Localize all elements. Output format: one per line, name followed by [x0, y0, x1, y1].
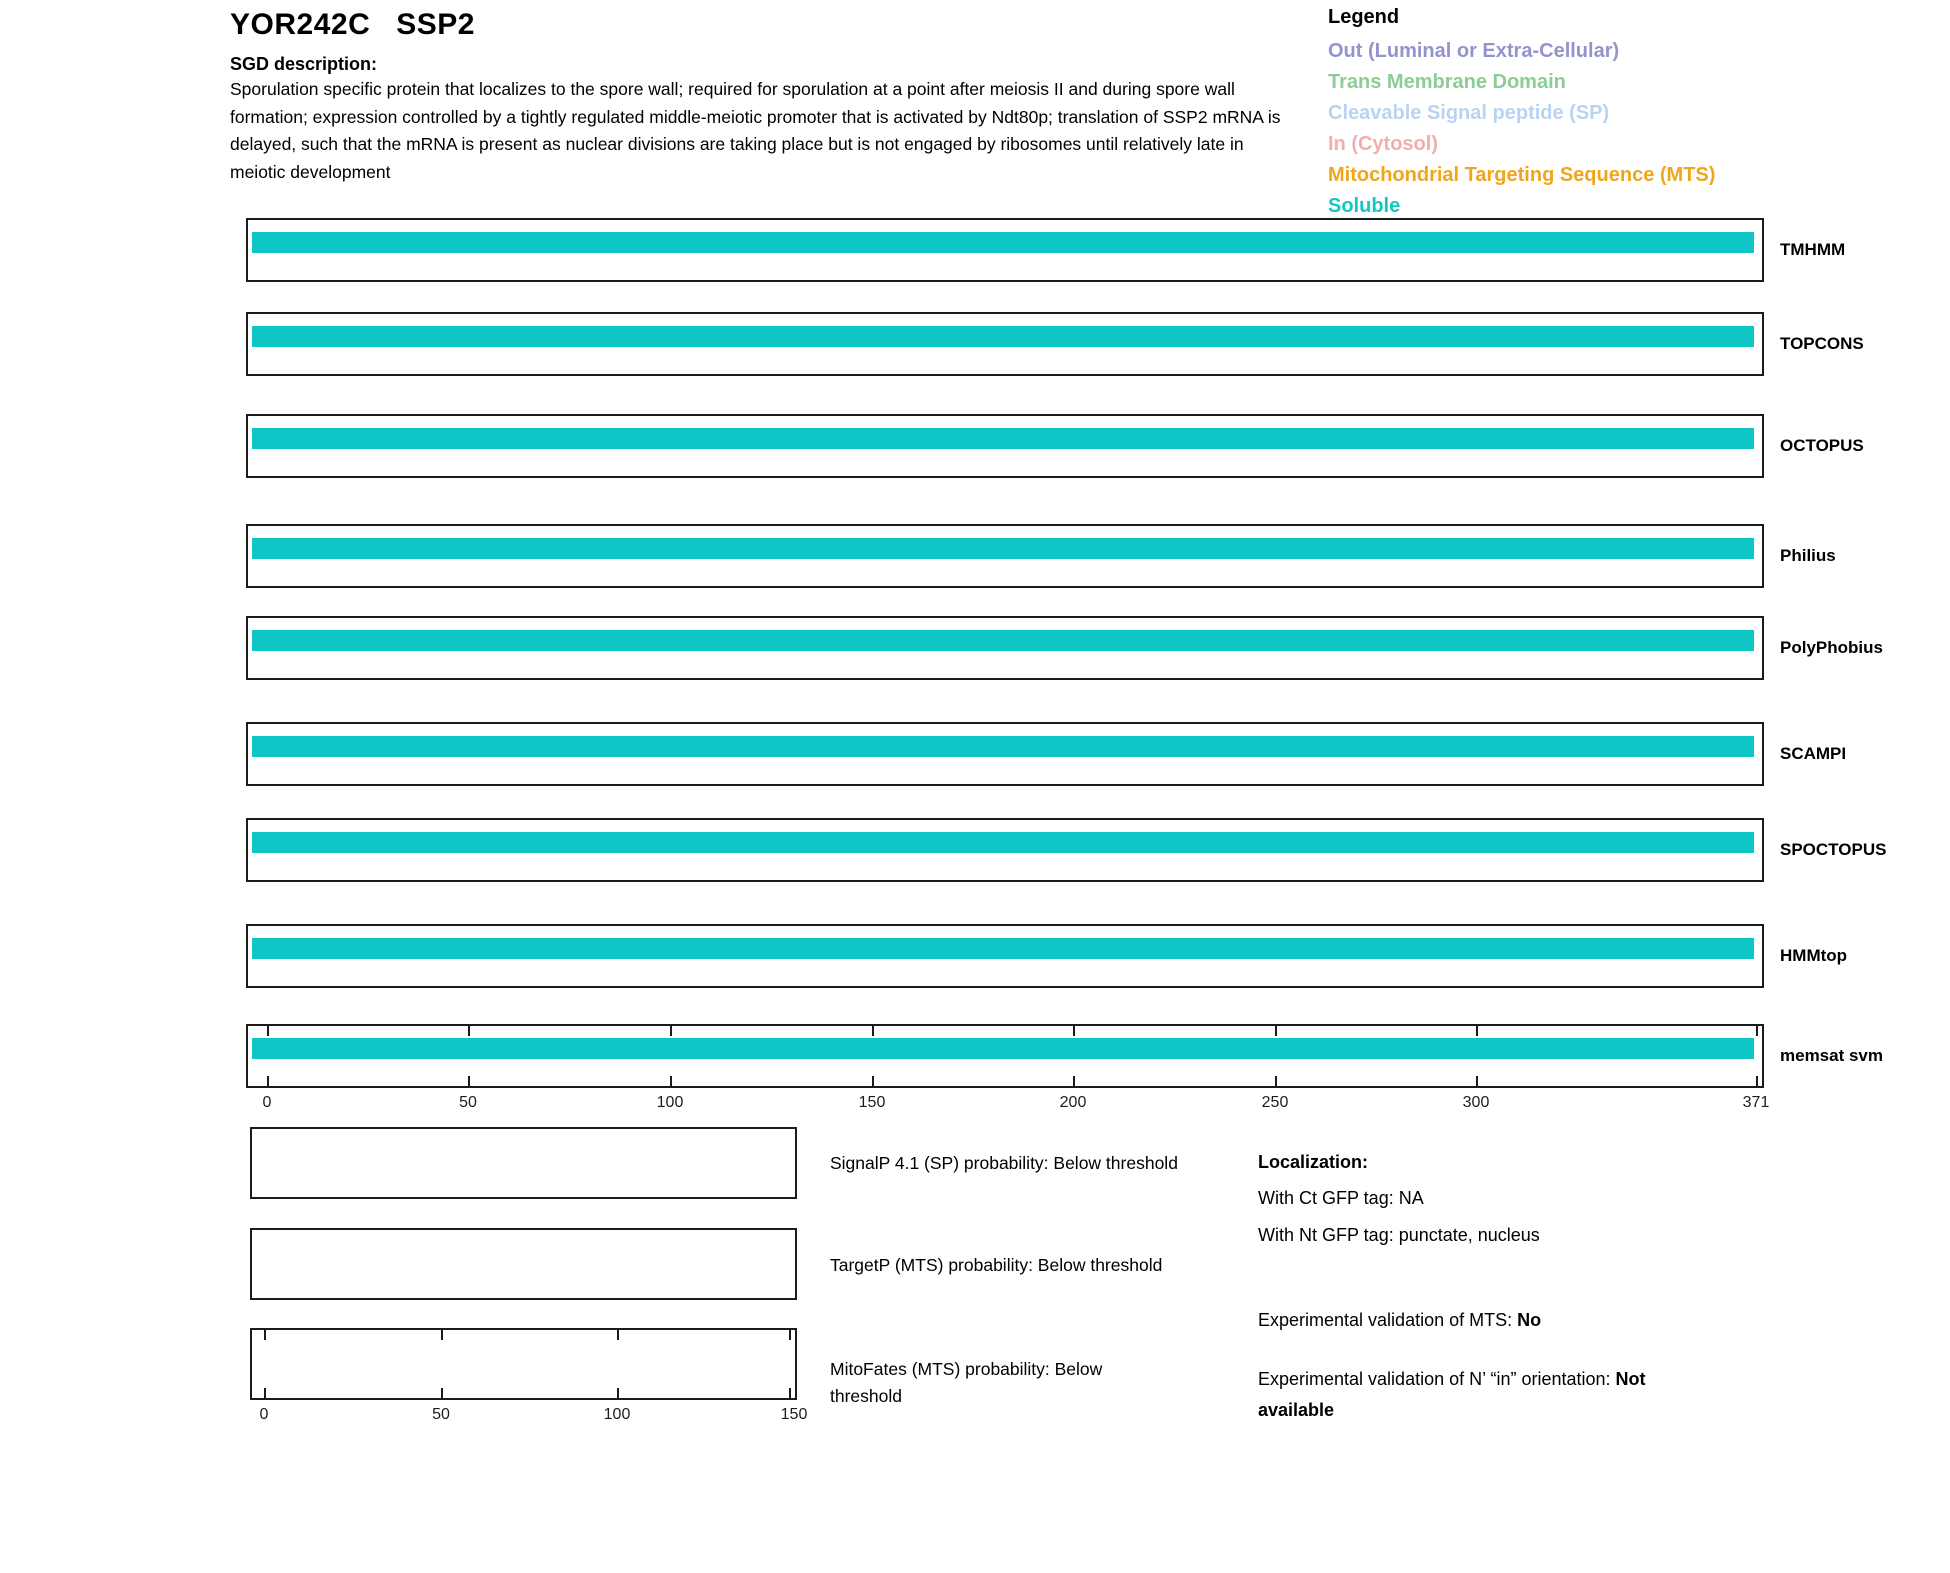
legend-item-soluble: Soluble [1328, 195, 1401, 217]
orientation-validation-text: Experimental validation of N’ “in” orientation: [1258, 1369, 1616, 1389]
track-label: PolyPhobius [1780, 638, 1883, 657]
track-label: Philius [1780, 546, 1836, 565]
track-label: memsat svm [1780, 1046, 1884, 1065]
sgd-description-label: SGD description: [230, 54, 378, 74]
soluble-bar [252, 1038, 1754, 1059]
axis-tick [1756, 1026, 1758, 1036]
track-label: SPOCTOPUS [1780, 840, 1887, 859]
axis-tick [617, 1388, 619, 1398]
axis-tick-label: 300 [1462, 1094, 1490, 1111]
track-label: TOPCONS [1780, 334, 1864, 353]
axis-tick [670, 1026, 672, 1036]
legend-title: Legend [1328, 6, 1400, 28]
axis-tick [789, 1330, 791, 1340]
axis-tick [1476, 1076, 1478, 1086]
soluble-bar [252, 832, 1754, 853]
soluble-bar [252, 538, 1754, 559]
track-label: OCTOPUS [1780, 436, 1864, 455]
mitofates-plot-box [250, 1328, 797, 1400]
track-label: SCAMPI [1780, 744, 1847, 763]
page-title [230, 8, 475, 42]
legend-item-out: Out (Luminal or Extra-Cellular) [1328, 40, 1620, 62]
axis-tick [267, 1026, 269, 1036]
signalp-plot-box [250, 1127, 797, 1199]
axis-tick [1476, 1026, 1478, 1036]
track-label: HMMtop [1780, 946, 1848, 965]
mts-validation-value: No [1517, 1310, 1542, 1330]
axis-tick-label: 100 [656, 1094, 684, 1111]
track-box-with-axis [246, 1024, 1764, 1088]
axis-tick [1275, 1076, 1277, 1086]
axis-tick-label: 50 [432, 1406, 450, 1423]
axis-tick [1073, 1076, 1075, 1086]
track-box [246, 616, 1764, 680]
axis-tick [617, 1330, 619, 1340]
axis-tick [872, 1076, 874, 1086]
track-box [246, 924, 1764, 988]
targetp-plot-label: TargetP (MTS) probability: Below threshold [830, 1255, 1163, 1275]
axis-tick [670, 1076, 672, 1086]
signalp-plot-label: SignalP 4.1 (SP) probability: Below threshold [830, 1153, 1178, 1173]
mts-validation-text: Experimental validation of MTS: [1258, 1310, 1518, 1330]
localization-mts-line [1258, 1306, 1541, 1335]
track-box [246, 524, 1764, 588]
axis-tick [264, 1388, 266, 1398]
axis-tick-label: 50 [459, 1094, 477, 1111]
sgd-description-text: Sporulation specific protein that localizes to the spore wall; required for sporulation at a point after meiosis II and during spore wall formation; expression controlled by a tightly regulated middle-meiotic promoter that is activated by Ndt80p; translation of SSP2 mRNA is delayed, such that the mRNA is present as nuclear divisions are taking place but is not engaged by ribosomes until relatively late in meiotic development [230, 79, 1281, 182]
track-label: TMHMM [1780, 240, 1846, 259]
axis-tick [1073, 1026, 1075, 1036]
axis-tick-label: 100 [603, 1406, 631, 1423]
localization-nt-line: With Nt GFP tag: punctate, nucleus [1258, 1225, 1540, 1245]
localization-heading: Localization: [1258, 1152, 1369, 1172]
axis-tick [1275, 1026, 1277, 1036]
soluble-bar [252, 736, 1754, 757]
mitofates-plot-label: MitoFates (MTS) probability: Below threshold [830, 1359, 1103, 1406]
axis-tick [468, 1076, 470, 1086]
protein-name: SSP2 [396, 8, 475, 41]
gene-name: YOR242C [230, 8, 371, 41]
axis-tick [468, 1026, 470, 1036]
axis-tick [872, 1026, 874, 1036]
track-box [246, 414, 1764, 478]
soluble-bar [252, 630, 1754, 651]
axis-tick [789, 1388, 791, 1398]
axis-tick [441, 1330, 443, 1340]
soluble-bar [252, 428, 1754, 449]
legend-item-mts: Mitochondrial Targeting Sequence (MTS) [1328, 164, 1716, 186]
axis-tick [441, 1388, 443, 1398]
track-box [246, 818, 1764, 882]
axis-tick-label: 200 [1059, 1094, 1087, 1111]
axis-tick-label: 150 [858, 1094, 886, 1111]
track-box [246, 218, 1764, 282]
axis-tick-label: 371 [1742, 1094, 1770, 1111]
soluble-bar [252, 326, 1754, 347]
axis-tick-label: 150 [780, 1406, 808, 1423]
axis-tick [1756, 1076, 1758, 1086]
legend-item-sp: Cleavable Signal peptide (SP) [1328, 102, 1610, 124]
track-box [246, 722, 1764, 786]
axis-tick-label: 250 [1261, 1094, 1289, 1111]
localization-orientation-line [1258, 1364, 1710, 1426]
localization-ct-line: With Ct GFP tag: NA [1258, 1188, 1424, 1208]
legend-item-tmd: Trans Membrane Domain [1328, 71, 1566, 93]
track-box [246, 312, 1764, 376]
axis-tick [267, 1076, 269, 1086]
axis-tick [264, 1330, 266, 1340]
soluble-bar [252, 232, 1754, 253]
axis-tick-label: 0 [262, 1094, 272, 1111]
legend-item-in: In (Cytosol) [1328, 133, 1438, 155]
targetp-plot-box [250, 1228, 797, 1300]
soluble-bar [252, 938, 1754, 959]
orientation-validation-value: Not available [1258, 1369, 1646, 1420]
axis-tick-label: 0 [259, 1406, 269, 1423]
